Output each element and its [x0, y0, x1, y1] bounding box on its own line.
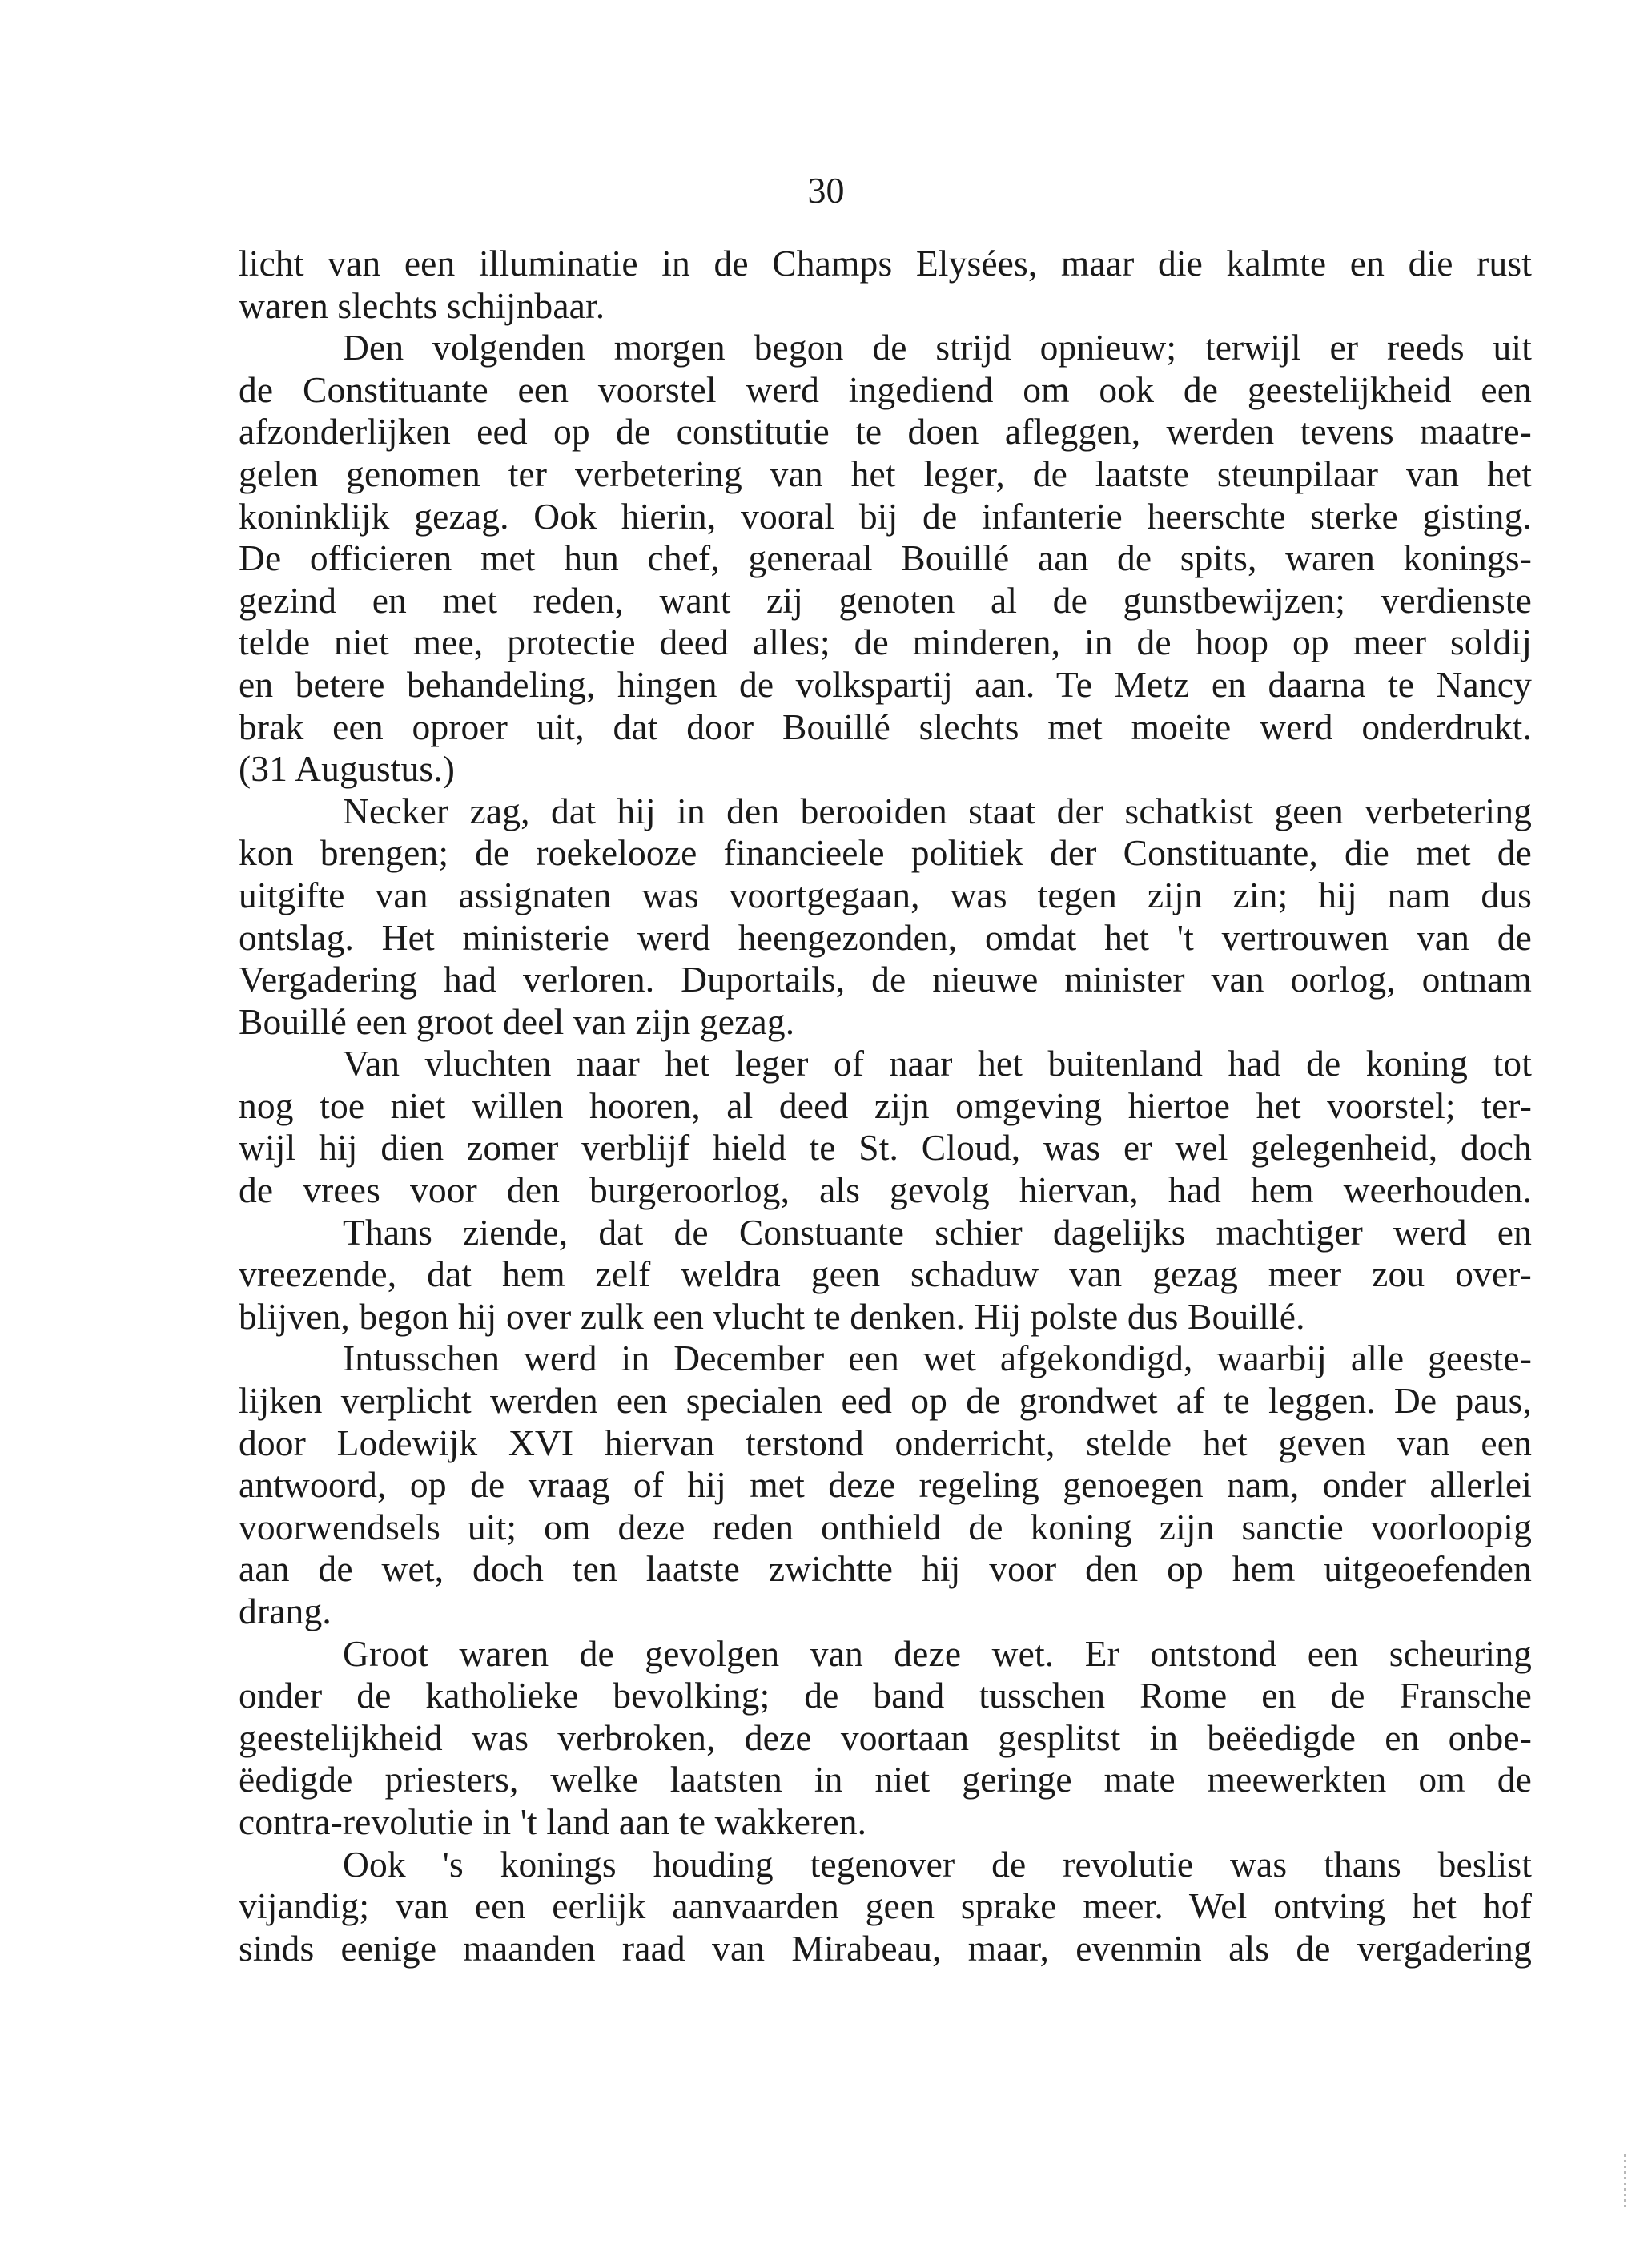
text-line: geestelijkheid was verbroken, deze voortaan gesplitst in beëedigde en onbe- [239, 1716, 1532, 1758]
text-line: telde niet mee, protectie deed alles; de minderen, in de hoop op meer soldij [239, 622, 1532, 663]
text-line: (31 Augustus.) [239, 748, 456, 790]
text-line: Ook 's konings houding tegenover de revolutie was thans beslist [343, 1843, 1532, 1885]
body-text [239, 243, 1532, 1969]
text-line: Groot waren de gevolgen van deze wet. Er ontstond een scheuring [343, 1632, 1532, 1674]
text-line: Necker zag, dat hij in den berooiden staat der schatkist geen verbetering [343, 790, 1532, 831]
text-line: koninklijk gezag. Ook hierin, vooral bij de infanterie heerschte sterke gisting. [239, 495, 1532, 537]
page-number: 30 [807, 170, 845, 211]
text-line: afzonderlijken eed op de constitutie te doen afleggen, werden tevens maatre- [239, 411, 1532, 453]
text-line: brak een oproer uit, dat door Bouillé slechts met moeite werd onderdrukt. [239, 706, 1532, 747]
text-line: vreezende, dat hem zelf weldra geen schaduw van gezag meer zou over- [239, 1253, 1532, 1295]
text-line: lijken verplicht werden een specialen eed op de grondwet af te leggen. De paus, [239, 1380, 1532, 1422]
text-line: gezind en met reden, want zij genoten al de gunstbewijzen; verdienste [239, 579, 1532, 621]
text-line: Bouillé een groot deel van zijn gezag. [239, 1000, 795, 1042]
text-line: en betere behandeling, hingen de volkspartij aan. Te Metz en daarna te Nancy [239, 663, 1532, 705]
text-line: uitgifte van assignaten was voortgegaan, was tegen zijn zin; hij nam dus [239, 874, 1532, 915]
text-line: drang. [239, 1591, 332, 1631]
text-line: de Constituante een voorstel werd ingediend om ook de geestelijkheid een [239, 368, 1532, 410]
text-line: sinds eenige maanden raad van Mirabeau, maar, evenmin als de vergadering [239, 1927, 1532, 1969]
text-line: ontslag. Het ministerie werd heengezonden, omdat het 't vertrouwen van de [239, 916, 1532, 958]
text-line: kon brengen; de roekelooze financieele politiek der Constituante, die met de [239, 832, 1532, 874]
text-line: onder de katholieke bevolking; de band tusschen Rome en de Fransche [239, 1675, 1532, 1716]
text-line: Intusschen werd in December een wet afgekondigd, waarbij alle geeste- [343, 1338, 1532, 1379]
text-line: Vergadering had verloren. Duportails, de nieuwe minister van oorlog, ontnam [239, 959, 1532, 1000]
text-line: contra-revolutie in 't land aan te wakkeren. [239, 1800, 867, 1842]
text-line: nog toe niet willen hooren, al deed zijn omgeving hiertoe het voorstel; ter- [239, 1084, 1532, 1126]
text-line: licht van een illuminatie in de Champs Elysées, maar die kalmte en die rust [239, 243, 1532, 284]
text-line: voorwendsels uit; om deze reden onthield de koning zijn sanctie voorloopig [239, 1506, 1532, 1547]
text-line: wijl hij dien zomer verblijf hield te St. Cloud, was er wel gelegenheid, doch [239, 1127, 1532, 1169]
text-line: waren slechts schijnbaar. [239, 284, 605, 326]
text-line: antwoord, op de vraag of hij met deze regeling genoegen nam, onder allerlei [239, 1464, 1532, 1506]
text-line: aan de wet, doch ten laatste zwichtte hij voor den op hem uitgeoefenden [239, 1548, 1532, 1590]
text-line: blijven, begon hij over zulk een vlucht te denken. Hij polste dus Bouillé. [239, 1295, 1305, 1337]
text-line: Thans ziende, dat de Constuante schier dagelijks machtiger werd en [343, 1211, 1532, 1253]
text-line: de vrees voor den burgeroorlog, als gevolg hiervan, had hem weerhouden. [239, 1169, 1532, 1211]
text-line: Van vluchten naar het leger of naar het buitenland had de koning tot [343, 1043, 1532, 1084]
text-line: vijandig; van een eerlijk aanvaarden geen sprake meer. Wel ontving het hof [239, 1885, 1532, 1927]
text-line: De officieren met hun chef, generaal Bouillé aan de spits, waren konings- [239, 537, 1532, 579]
text-line: ëedigde priesters, welke laatsten in niet geringe mate meewerkten om de [239, 1759, 1532, 1800]
margin-scan-mark [1624, 2154, 1626, 2211]
text-line: door Lodewijk XVI hiervan terstond onderricht, stelde het geven van een [239, 1422, 1532, 1463]
text-line: Den volgenden morgen begon de strijd opnieuw; terwijl er reeds uit [343, 327, 1532, 368]
text-line: gelen genomen ter verbetering van het leger, de laatste steunpilaar van het [239, 453, 1532, 494]
